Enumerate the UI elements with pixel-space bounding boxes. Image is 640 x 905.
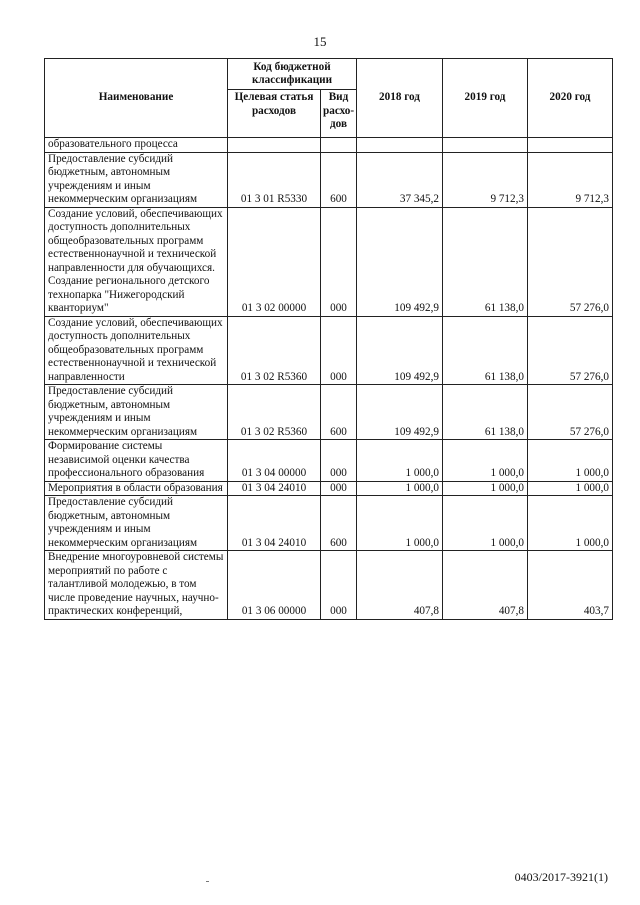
row-name: Мероприятия в области образования [45,481,228,496]
row-2020: 9 712,3 [528,152,613,207]
row-code [228,138,321,153]
table-row [45,496,613,551]
row-code: 01 3 02 R5360 [228,385,321,440]
row-2018: 109 492,9 [357,207,443,316]
row-2019: 1 000,0 [443,440,528,482]
row-name: образовательного процесса [45,138,228,153]
row-2019: 61 138,0 [443,316,528,385]
header-expense-type: Вид расхо-дов [321,90,357,138]
row-2018: 37 345,2 [357,152,443,207]
row-2020: 57 276,0 [528,207,613,316]
row-name: Предоставление субсидий бюджетным, автономным учреждениям и иным некоммерческим организациям [45,385,228,440]
header-2019: 2019 год [443,59,528,138]
row-code: 01 3 01 R5330 [228,152,321,207]
header-2020: 2020 год [528,59,613,138]
row-name: Предоставление субсидий бюджетным, автономным учреждениям и иным некоммерческим организациям [45,496,228,551]
row-2020: 1 000,0 [528,481,613,496]
row-2020: 57 276,0 [528,385,613,440]
table-row [45,138,613,153]
header-name: Наименование [45,59,228,138]
row-2020: 1 000,0 [528,496,613,551]
row-kind: 600 [321,152,357,207]
row-code: 01 3 02 R5360 [228,316,321,385]
row-2020: 1 000,0 [528,440,613,482]
row-kind: 000 [321,207,357,316]
row-2018: 1 000,0 [357,481,443,496]
header-target-article: Целевая статья расходов [228,90,321,138]
row-2019: 407,8 [443,551,528,620]
row-2018: 407,8 [357,551,443,620]
row-2020: 403,7 [528,551,613,620]
table-row [45,152,613,207]
table-row [45,551,613,620]
row-code: 01 3 02 00000 [228,207,321,316]
row-kind: 000 [321,551,357,620]
row-2019: 1 000,0 [443,481,528,496]
table-row [45,440,613,482]
row-code: 01 3 06 00000 [228,551,321,620]
row-name: Создание условий, обеспечивающих доступность дополнительных общеобразовательных программ естественнонаучной и технической направленности для обучающихся. Создание регионального детского технопарка "Нижегородский кванториум" [45,207,228,316]
row-kind: 600 [321,496,357,551]
row-2019: 1 000,0 [443,496,528,551]
table-row [45,481,613,496]
row-code: 01 3 04 00000 [228,440,321,482]
header-kbk: Код бюджетной классификации [228,59,357,90]
document-code: 0403/2017-3921(1) [514,870,608,884]
row-2018 [357,138,443,153]
row-kind: 000 [321,440,357,482]
row-2019: 61 138,0 [443,385,528,440]
page-number: 15 [313,34,327,49]
row-2018: 109 492,9 [357,385,443,440]
row-kind: 000 [321,481,357,496]
table-row [45,207,613,316]
row-2018: 1 000,0 [357,496,443,551]
row-name: Предоставление субсидий бюджетным, автономным учреждениям и иным некоммерческим организациям [45,152,228,207]
row-kind: 600 [321,385,357,440]
row-kind: 000 [321,316,357,385]
row-2019: 9 712,3 [443,152,528,207]
table-row [45,316,613,385]
row-code: 01 3 04 24010 [228,496,321,551]
header-2018: 2018 год [357,59,443,138]
row-name: Формирование системы независимой оценки качества профессионального образования [45,440,228,482]
row-code: 01 3 04 24010 [228,481,321,496]
row-name: Внедрение многоуровневой системы мероприятий по работе с талантливой молодежью, в том числе проведение научных, научно-практических конференций, [45,551,228,620]
row-2019: 61 138,0 [443,207,528,316]
row-2018: 109 492,9 [357,316,443,385]
budget-table [44,58,613,620]
row-2020: 57 276,0 [528,316,613,385]
row-kind [321,138,357,153]
row-2018: 1 000,0 [357,440,443,482]
row-2019 [443,138,528,153]
row-2020 [528,138,613,153]
row-name: Создание условий, обеспечивающих доступность дополнительных общеобразовательных программ естественнонаучной и технической направленности [45,316,228,385]
table-row [45,385,613,440]
scan-artifact [206,881,209,882]
